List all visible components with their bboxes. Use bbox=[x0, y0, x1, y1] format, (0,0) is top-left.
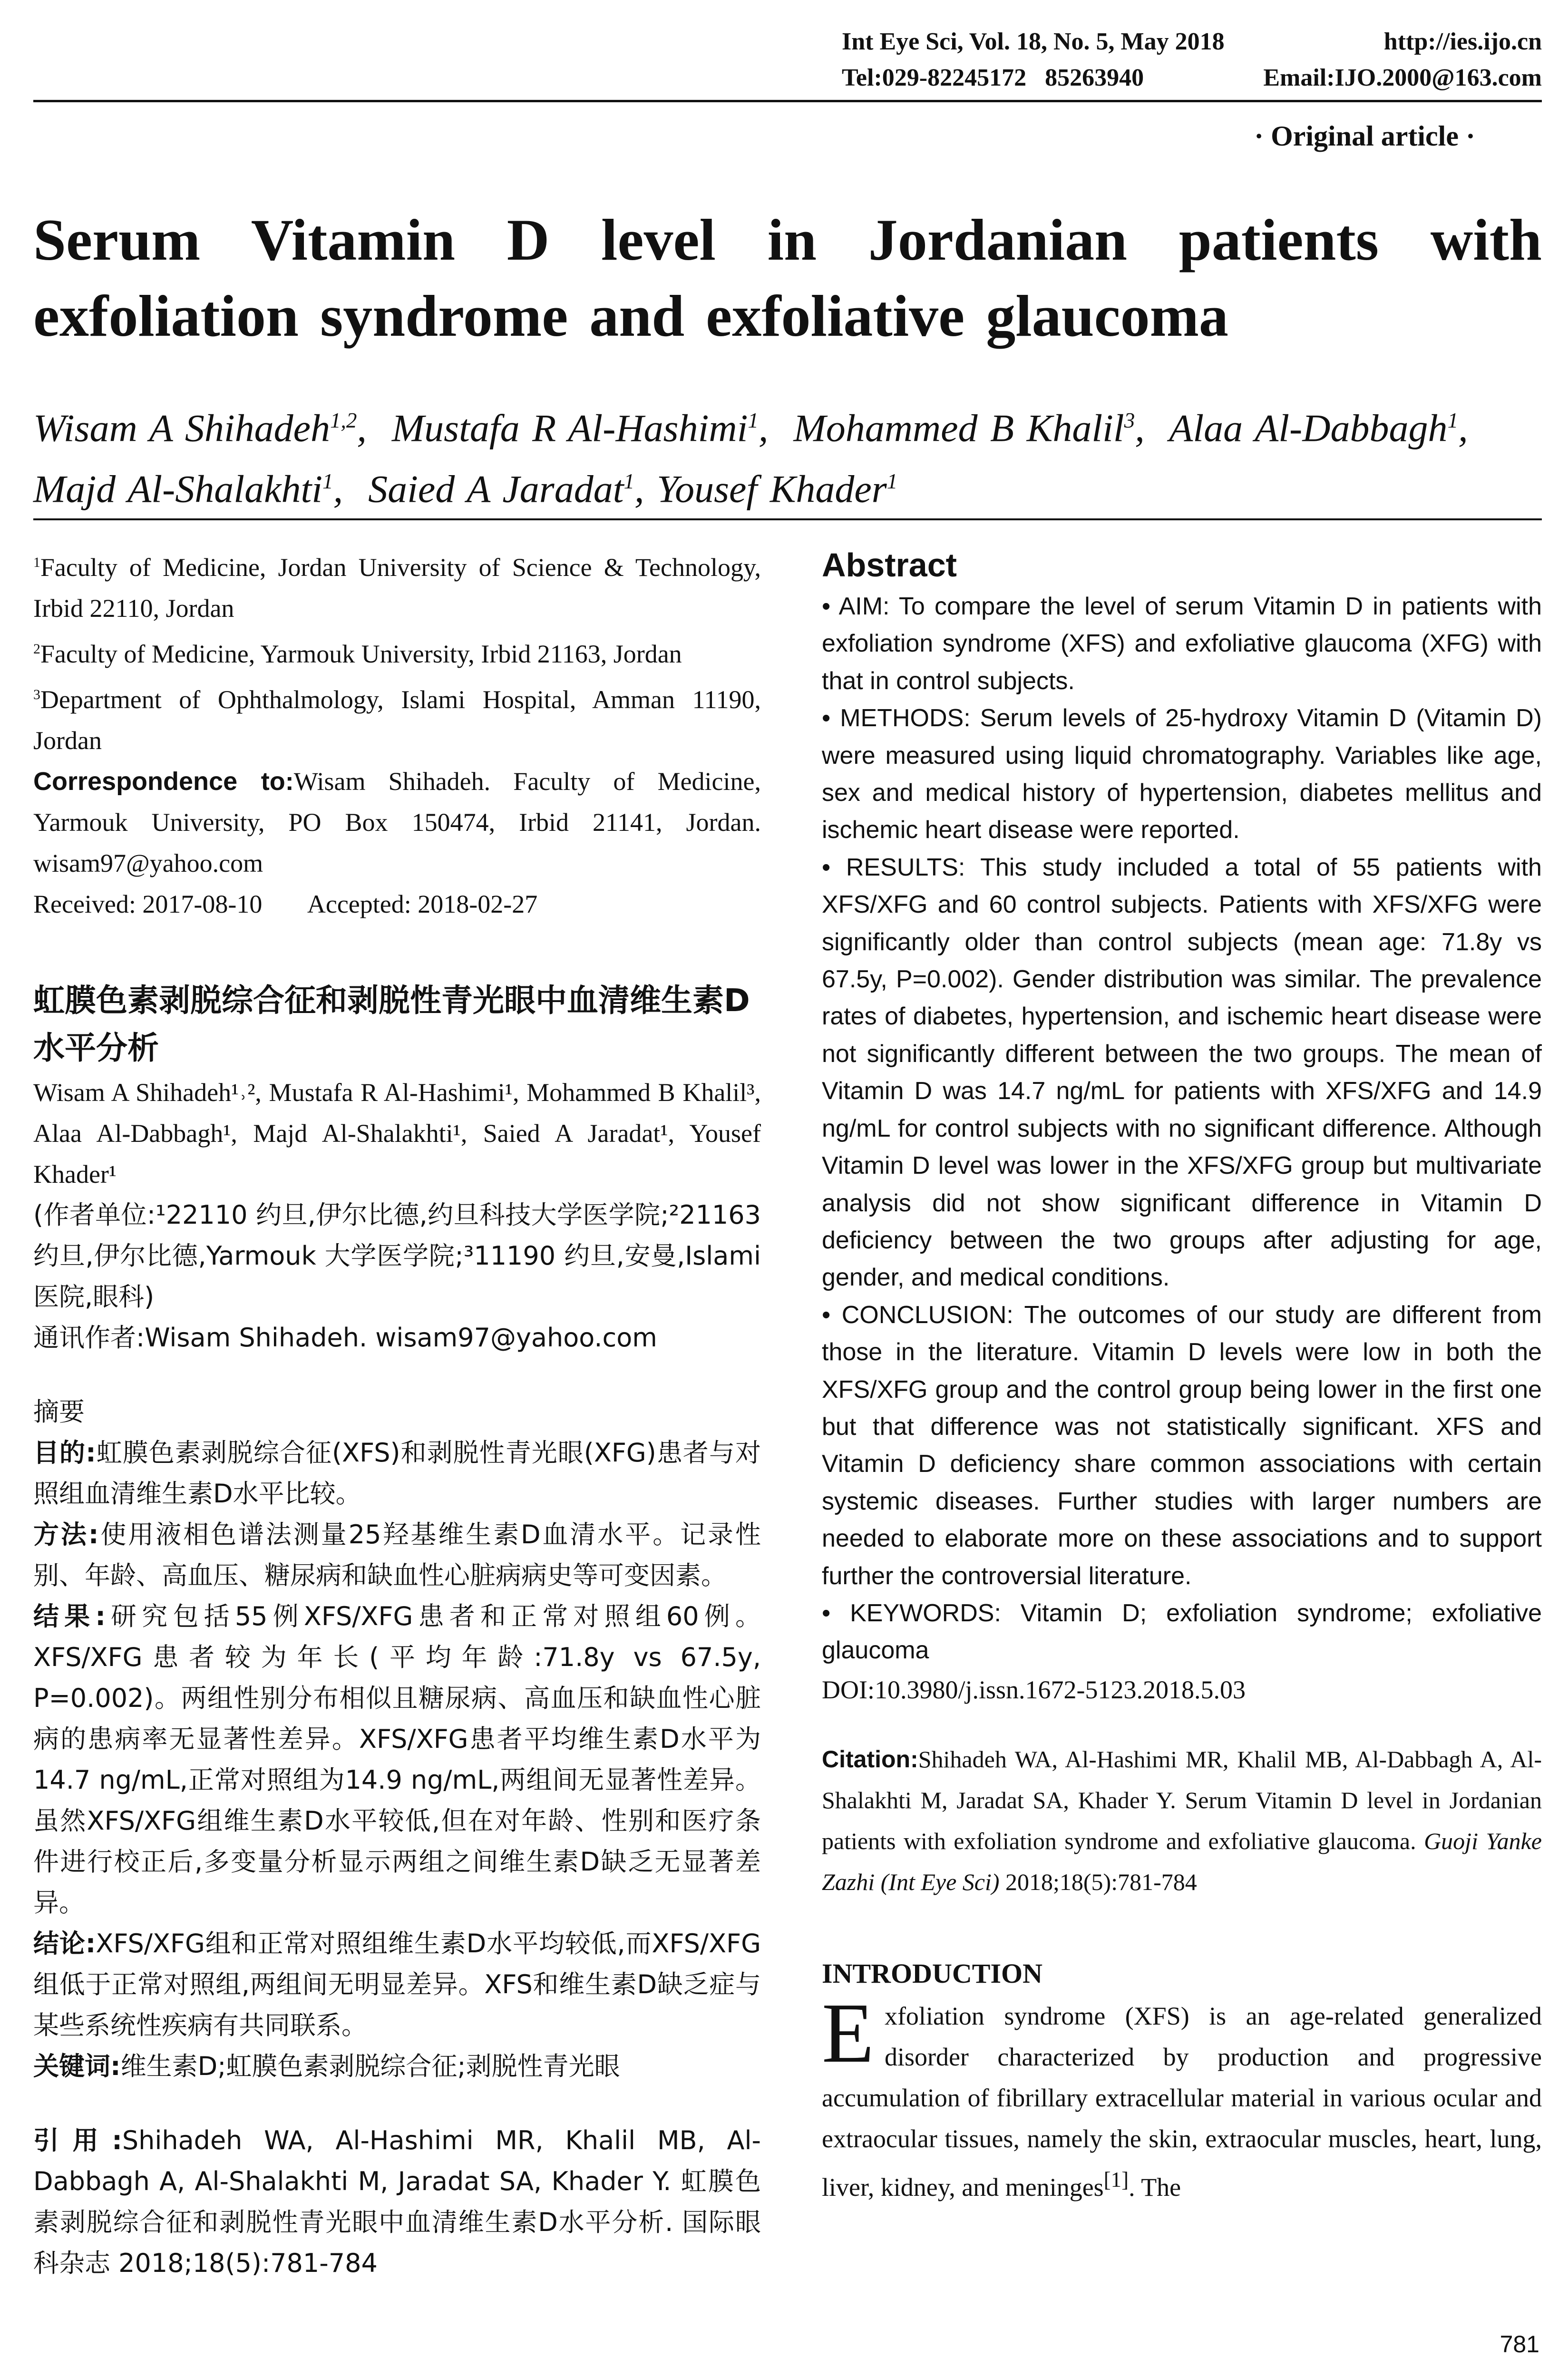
dates: Received: 2017-08-10 Accepted: 2018-02-27 bbox=[33, 890, 538, 918]
running-header bbox=[33, 24, 1542, 102]
page-number: 781 bbox=[1500, 2331, 1539, 2358]
journal-tel: Tel:029-82245172 85263940 bbox=[842, 64, 1144, 91]
author: Mustafa R Al-Hashimi bbox=[391, 406, 748, 450]
journal-email[interactable]: Email:IJO.2000@163.com bbox=[1263, 64, 1542, 91]
abstract-keywords: • KEYWORDS: Vitamin D; exfoliation syndrome; exfoliative glaucoma bbox=[822, 1599, 1542, 1665]
right-column bbox=[822, 542, 1542, 2208]
author: Majd Al-Shalakhti bbox=[33, 467, 323, 511]
journal-url[interactable]: http://ies.ijo.cn bbox=[1383, 28, 1542, 55]
chinese-author-list: Wisam A Shihadeh¹˒², Mustafa R Al-Hashimi¹, Mohammed B Khalil³, Alaa Al-Dabbagh¹, Majd Al-Shalakhti¹, Saied A Jaradat¹, Yousef Khader¹ bbox=[33, 1078, 761, 1188]
chinese-results: 结果:研究包括55例XFS/XFG患者和正常对照组60例。XFS/XFG患者较为年长(平均年龄:71.8y vs 67.5y, P=0.002)。两组性别分布相似且糖尿病、高血压和缺血性心脏病的患病率无显著性差异。XFS/XFG患者平均维生素D水平为14.7 ng/mL,正常对照组为14.9 ng/mL,两组间无显著性差异。虽然XFS/XFG组维生素D水平较低,但在对年龄、性别和医疗条件进行校正后,多变量分析显示两组之间维生素D缺乏无显著差异。 bbox=[33, 1601, 761, 1918]
left-column bbox=[33, 542, 761, 2284]
citation: Citation:Shihadeh WA, Al-Hashimi MR, Khalil MB, Al-Dabbagh A, Al-Shalakhti M, Jaradat SA, Khader Y. Serum Vitamin D level in Jordanian patients with exfoliation syndrome and exfoliative glaucoma. Guoji Yanke Zazhi (Int Eye Sci) 2018;18(5):781-784 bbox=[822, 1745, 1542, 1895]
chinese-correspondence: 通讯作者:Wisam Shihadeh. wisam97@yahoo.com bbox=[33, 1323, 657, 1353]
drop-cap: E bbox=[822, 1985, 874, 2080]
abstract-aim: • AIM: To compare the level of serum Vitamin D in patients with exfoliation syndrome (XFS) and exfoliative glaucoma (XFG) with that in control subjects. bbox=[822, 593, 1542, 695]
title-divider bbox=[33, 518, 1542, 520]
chinese-affiliations: (作者单位:¹22110 约旦,伊尔比德,约旦科技大学医学院;²21163约旦,伊尔比德,Yarmouk 大学医学院;³11190 约旦,安曼,Islami 医院,眼科) bbox=[33, 1200, 761, 1312]
article-type: · Original article · bbox=[1254, 120, 1475, 152]
abstract-methods: • METHODS: Serum levels of 25-hydroxy Vitamin D (Vitamin D) were measured using liquid chromatography. Variables like age, sex and medical history of hypertension, diabetes mellitus and ischemic heart disease were reported. bbox=[822, 704, 1542, 844]
author: Yousef Khader bbox=[657, 467, 887, 511]
affiliation: $^3$Department of Ophthalmology, Islami Hospital, Amman 11190, Jordan bbox=[33, 685, 761, 755]
reference-marker[interactable]: [1] bbox=[1103, 2167, 1129, 2192]
chinese-conclusion: 结论:XFS/XFG组和正常对照组维生素D水平均较低,而XFS/XFG组低于正常对照组,两组间无明显差异。XFS和维生素D缺乏症与某些系统性疾病有共同联系。 bbox=[33, 1929, 761, 2040]
chinese-aim: 目的:虹膜色素剥脱综合征(XFS)和剥脱性青光眼(XFG)患者与对照组血清维生素D水平比较。 bbox=[33, 1438, 761, 1509]
article-title: Serum Vitamin D level in Jordanian patients with exfoliation syndrome and exfoliative glaucoma bbox=[33, 207, 1542, 349]
author: Alaa Al-Dabbagh bbox=[1169, 406, 1448, 450]
abstract-heading: Abstract bbox=[822, 546, 957, 584]
author: Mohammed B Khalil bbox=[793, 406, 1124, 450]
introduction-paragraph: Exfoliation syndrome (XFS) is an age-related generalized disorder characterized by production and progressive accumulation of fibrillary extracellular material in various ocular and extraocular tissues, namely the skin, extraocular muscles, heart, lung, liver, kidney, and meninges[1]. The bbox=[822, 1985, 1542, 2202]
correspondence: Correspondence to:Wisam Shihadeh. Faculty of Medicine, Yarmouk University, PO Box 150474, Irbid 21141, Jordan. wisam97@yahoo.com bbox=[33, 767, 761, 877]
author: Wisam A Shihadeh bbox=[33, 406, 330, 450]
author: Saied A Jaradat bbox=[368, 467, 624, 511]
author-list: Wisam A Shihadeh$^{1,2}$, Mustafa R Al-Hashimi$^1$, Mohammed B Khalil$^3$, Alaa Al-Dabbagh$^1$, Majd Al-Shalakhti$^1$, Saied A Jaradat$^1$, Yousef Khader$^1$ bbox=[33, 406, 1481, 511]
doi[interactable]: DOI:10.3980/j.issn.1672-5123.2018.5.03 bbox=[822, 1675, 1246, 1704]
introduction-heading: INTRODUCTION bbox=[822, 1958, 1043, 1989]
chinese-abstract-heading: 摘要 bbox=[33, 1397, 85, 1427]
chinese-citation: 引用:Shihadeh WA, Al-Hashimi MR, Khalil MB, Al-Dabbagh A, Al-Shalakhti M, Jaradat SA, Khader Y. 虹膜色素剥脱综合征和剥脱性青光眼中血清维生素D水平分析. 国际眼科杂志 2018;18(5):781-784 bbox=[33, 2125, 761, 2278]
abstract-conclusion: • CONCLUSION: The outcomes of our study are different from those in the literature. Vitamin D levels were low in both the XFS/XFG group and the control group being lower in the first one but that difference was not statistically significant. XFS and Vitamin D deficiency share common associations with certain systemic diseases. Further studies with larger numbers are needed to elaborate more on these associations and to support further the controversial literature. bbox=[822, 1301, 1542, 1590]
affiliation: $^2$Faculty of Medicine, Yarmouk University, Irbid 21163, Jordan bbox=[33, 640, 682, 668]
chinese-keywords: 关键词:维生素D;虹膜色素剥脱综合征;剥脱性青光眼 bbox=[33, 2051, 620, 2081]
chinese-title: 虹膜色素剥脱综合征和剥脱性青光眼中血清维生素D水平分析 bbox=[33, 982, 750, 1066]
abstract-results: • RESULTS: This study included a total of 55 patients with XFS/XFG and 60 control subjects. Patients with XFS/XFG were significantly older than control subjects (mean age: 71.8y vs 67.5y, P=0.002). Gender distribution was similar. The prevalence rates of diabetes, hypertension, and ischemic heart disease were not significantly different between the two groups. The mean of Vitamin D was 14.7 ng/mL for patients with XFS/XFG and 14.9 ng/mL for control subjects with no significant difference. Although Vitamin D level was lower in the XFS/XFG group but multivariate analysis did not show significant difference in Vitamin D deficiency between the two groups after adjusting for age, gender, and medical conditions. bbox=[822, 853, 1542, 1292]
affiliation: $^1$Faculty of Medicine, Jordan University of Science & Technology, Irbid 22110, Jordan bbox=[33, 553, 761, 623]
journal-citation: Int Eye Sci, Vol. 18, No. 5, May 2018 bbox=[842, 28, 1225, 55]
chinese-methods: 方法:使用液相色谱法测量25羟基维生素D血清水平。记录性别、年龄、高血压、糖尿病和缺血性心脏病病史等可变因素。 bbox=[33, 1520, 761, 1590]
